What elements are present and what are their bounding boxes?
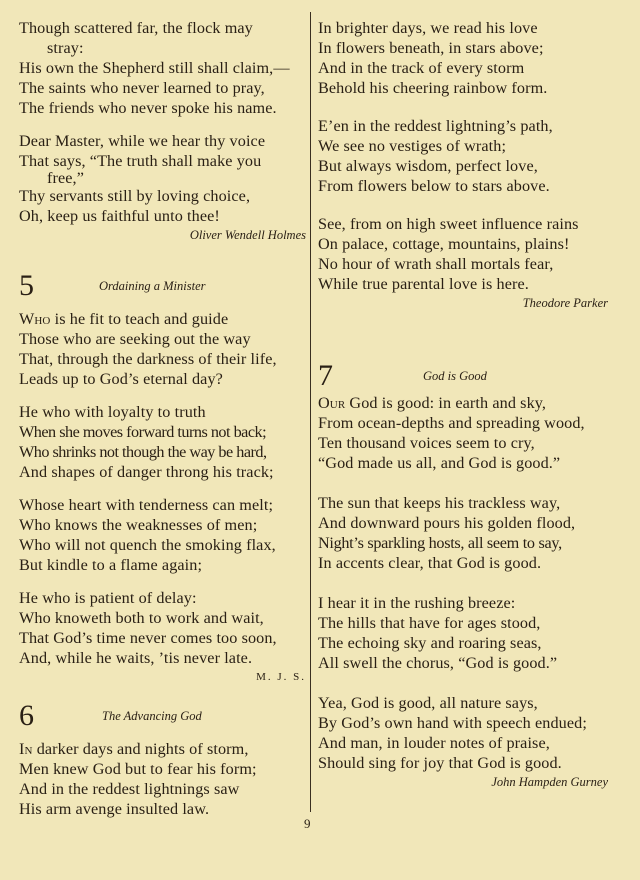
hymn-number: 7: [318, 359, 333, 392]
verse-line: He who with loyalty to truth: [19, 403, 206, 421]
verse-line: Who will not quench the smoking flax,: [19, 536, 276, 554]
verse-line: Dear Master, while we hear thy voice: [19, 132, 266, 150]
verse-line: We see no vestiges of wrath;: [318, 137, 507, 155]
stanza: [19, 739, 306, 819]
hymn-number: 5: [19, 269, 34, 302]
verse-line: “God made us all, and God is good.”: [318, 454, 561, 472]
verse-line: In accents clear, that God is good.: [318, 554, 542, 572]
verse-line: His own the Shepherd still shall claim,—: [19, 59, 290, 77]
stanza: [19, 131, 306, 226]
verse-line: See, from on high sweet influence rains: [318, 215, 579, 233]
hymn-7-heading: [318, 359, 608, 399]
hymn-6-heading: [19, 699, 306, 739]
verse-line: I hear it in the rushing breeze:: [318, 594, 516, 612]
verse-line: [19, 739, 306, 759]
initial-word: In: [19, 740, 33, 758]
verse-line: Yea, God is good, all nature says,: [318, 694, 538, 712]
verse-line: But always wisdom, perfect love,: [318, 157, 538, 175]
attribution: M. J. S.: [256, 671, 306, 683]
verse-line: That God’s time never comes too soon,: [19, 629, 277, 647]
hymn-title: Ordaining a Minister: [99, 279, 206, 293]
verse-line: That says, “The truth shall make you: [19, 152, 262, 170]
column-divider: [310, 12, 311, 812]
left-column: [19, 18, 306, 832]
stanza: [318, 493, 608, 573]
verse-line: In flowers beneath, in stars above;: [318, 39, 544, 57]
verse-line: Those who are seeking out the way: [19, 330, 251, 348]
verse-line: Who knows the weaknesses of men;: [19, 516, 258, 534]
verse-line: Leads up to God’s eternal day?: [19, 370, 223, 388]
verse-line: And in the reddest lightnings saw: [19, 780, 240, 798]
verse-line: Ten thousand voices seem to cry,: [318, 434, 535, 452]
verse-line: The hills that have for ages stood,: [318, 614, 541, 632]
verse-line: That, through the darkness of their life,: [19, 350, 277, 368]
stanza: [19, 495, 306, 575]
verse-line: And in the track of every storm: [318, 59, 525, 77]
hymn-number: 6: [19, 699, 34, 732]
verse-line: The saints who never learned to pray,: [19, 79, 265, 97]
verse-line: [19, 309, 306, 329]
page-number: 9: [304, 816, 311, 831]
verse-line: Men knew God but to fear his form;: [19, 760, 257, 778]
line-rest: God is good: in earth and sky,: [345, 394, 547, 412]
verse-line: By God’s own hand with speech endued;: [318, 714, 587, 732]
stanza: [19, 18, 306, 118]
verse-line: The friends who never spoke his name.: [19, 99, 277, 117]
verse-line: In brighter days, we read his love: [318, 19, 538, 37]
attribution: John Hampden Gurney: [491, 775, 608, 789]
verse-line: The sun that keeps his trackless way,: [318, 494, 561, 512]
verse-line: stray:: [47, 39, 84, 57]
stanza: [318, 693, 608, 773]
verse-line: Whose heart with tenderness can melt;: [19, 496, 274, 514]
verse-line: E’en in the reddest lightning’s path,: [318, 117, 553, 135]
verse-line: All swell the chorus, “God is good.”: [318, 654, 558, 672]
right-column: [318, 18, 608, 790]
stanza: [318, 116, 608, 196]
verse-line: Thy servants still by loving choice,: [19, 187, 251, 205]
verse-line: While true parental love is here.: [318, 275, 529, 293]
hymn-5-heading: [19, 269, 306, 309]
initial-word: Our: [318, 394, 346, 412]
verse-line: The echoing sky and roaring seas,: [318, 634, 542, 652]
verse-line: From flowers below to stars above.: [318, 177, 550, 195]
stanza: [318, 18, 608, 98]
stanza: [19, 588, 306, 668]
verse-line: Though scattered far, the flock may: [19, 19, 253, 37]
verse-line: Who shrinks not though the way be hard,: [19, 443, 267, 461]
verse-line: From ocean-depths and spreading wood,: [318, 414, 585, 432]
verse-line: He who is patient of delay:: [19, 589, 197, 607]
verse-line: And downward pours his golden flood,: [318, 514, 576, 532]
verse-line: Oh, keep us faithful unto thee!: [19, 207, 220, 225]
verse-line: Should sing for joy that God is good.: [318, 754, 562, 772]
stanza: [318, 393, 608, 473]
initial-word: Who: [19, 310, 51, 328]
hymn-title: The Advancing God: [102, 709, 202, 723]
stanza: [318, 214, 608, 294]
verse-line: Night’s sparkling hosts, all seem to say,: [318, 534, 562, 552]
verse-line: Who knoweth both to work and wait,: [19, 609, 264, 627]
attribution: Oliver Wendell Holmes: [189, 228, 306, 242]
verse-line: His arm avenge insulted law.: [19, 800, 210, 818]
stanza: [318, 593, 608, 673]
line-rest: darker days and nights of storm,: [32, 740, 249, 758]
hymn-title: God is Good: [423, 369, 487, 383]
verse-line: And man, in louder notes of praise,: [318, 734, 550, 752]
verse-line: Behold his cheering rainbow form.: [318, 79, 548, 97]
line-rest: is he fit to teach and guide: [50, 310, 229, 328]
verse-line: And, while he waits, ’tis never late.: [19, 649, 253, 667]
stanza: [19, 402, 306, 482]
attribution: Theodore Parker: [522, 296, 608, 310]
verse-line: free,”: [47, 169, 84, 187]
verse-line: No hour of wrath shall mortals fear,: [318, 255, 554, 273]
verse-line: But kindle to a flame again;: [19, 556, 203, 574]
verse-line: When she moves forward turns not back;: [19, 423, 267, 441]
verse-line: On palace, cottage, mountains, plains!: [318, 235, 570, 253]
verse-line: And shapes of danger throng his track;: [19, 463, 274, 481]
stanza: [19, 309, 306, 389]
